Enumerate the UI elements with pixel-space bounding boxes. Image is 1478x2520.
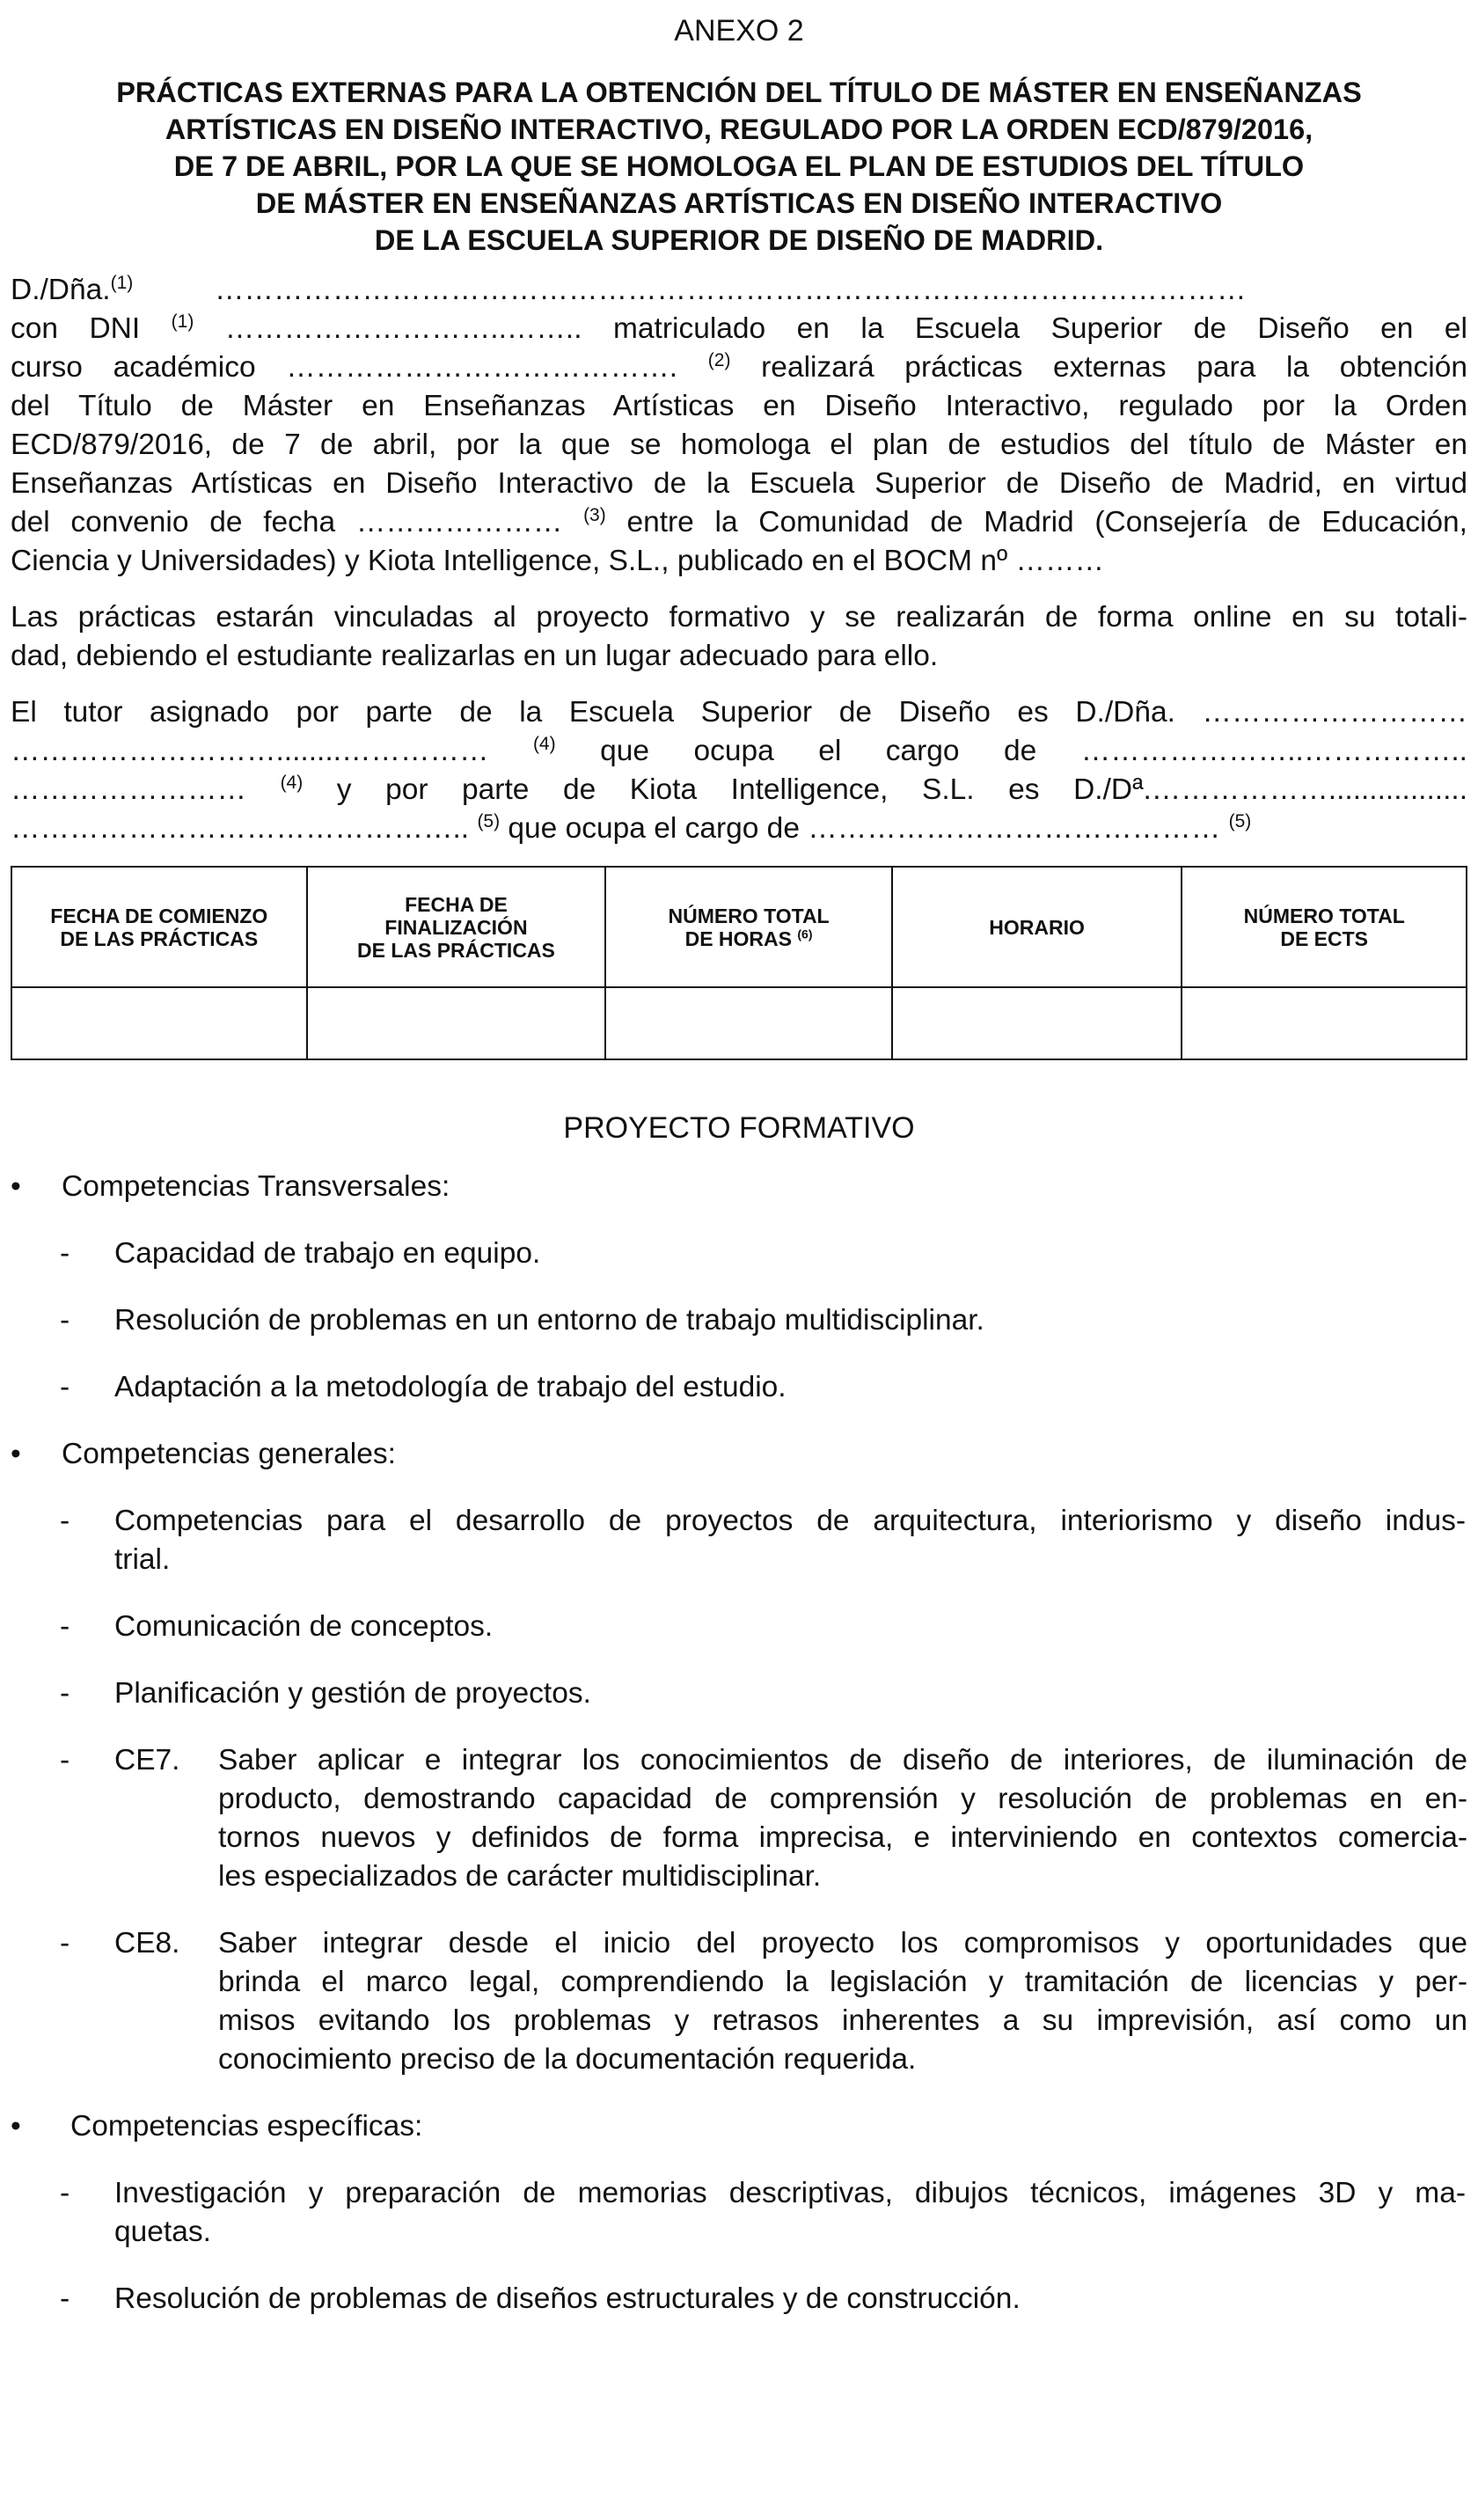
- competence-code: CE7.: [114, 1744, 180, 1776]
- list-item: - Resolución de problemas de diseños estructurales y de construcción.: [11, 2280, 1467, 2319]
- dash-icon: -: [60, 1677, 70, 1710]
- tutor-paragraph: [11, 693, 1467, 848]
- dash-icon: -: [60, 1371, 70, 1403]
- list-item: - Capacidad de trabajo en equipo.: [11, 1234, 1467, 1273]
- online-paragraph: [11, 598, 1467, 676]
- dash-icon: -: [60, 2177, 70, 2209]
- student-name-line: [11, 271, 1467, 310]
- table-header-row: [11, 867, 1467, 987]
- list-item: - CE7. Saber aplicar e integrar los conocimientos de diseño de interiores, de iluminación de producto, demostrando capacidad de comprensión y resolución de problemas en en- tornos nuevos y definidos de forma imprecisa, e interviniendo en contextos comercia- les especializados de carácter multidisciplinar.: [11, 1741, 1467, 1896]
- project-title: PROYECTO FORMATIVO: [563, 1111, 915, 1145]
- dash-icon: -: [60, 1610, 70, 1643]
- title-line: DE MÁSTER EN ENSEÑANZAS ARTÍSTICAS EN DISEÑO INTERACTIVO: [255, 187, 1223, 219]
- student-label: D./Dña.: [11, 274, 111, 306]
- competence-code: CE8.: [114, 1927, 180, 1960]
- student-paragraph: [11, 271, 1467, 581]
- footnote-ref: (3): [583, 504, 606, 525]
- bullet-icon: •: [11, 2110, 21, 2143]
- paragraph-line: con DNI $^{(1)}$ ………………………..…….. matriculado en la Escuela Superior de Diseño en el: [11, 311, 1467, 345]
- bullet-icon: •: [11, 1170, 21, 1203]
- footnote-ref: (1): [171, 311, 194, 332]
- footnote-ref: (5): [1228, 810, 1252, 831]
- footnote-ref: (5): [477, 810, 501, 831]
- title-line: PRÁCTICAS EXTERNAS PARA LA OBTENCIÓN DEL TÍTULO DE MÁSTER EN ENSEÑANZAS: [116, 77, 1362, 108]
- footnote-ref: (2): [707, 349, 731, 370]
- paragraph-line: ………………………........…………… $^{(4)}$ que ocupa el cargo de …………………..……………..: [11, 733, 1467, 767]
- footnote-ref: (1): [110, 272, 134, 293]
- document-title: [11, 74, 1467, 259]
- schedule-header: HORARIO: [892, 867, 1182, 987]
- paragraph-line: Las prácticas estarán vinculadas al proyecto formativo y se realizarán de forma online en su totali-: [11, 601, 1467, 634]
- dash-icon: -: [60, 1744, 70, 1776]
- dash-icon: -: [60, 2282, 70, 2315]
- paragraph-line: dad, debiendo el estudiante realizarlas en un lugar adecuado para ello.: [11, 640, 939, 672]
- list-item: - Resolución de problemas en un entorno de trabajo multidisciplinar.: [11, 1301, 1467, 1340]
- section-label: Competencias generales:: [62, 1438, 396, 1470]
- start-date-cell[interactable]: [11, 987, 307, 1059]
- list-item: - Comunicación de conceptos.: [11, 1608, 1467, 1646]
- title-line: ARTÍSTICAS EN DISEÑO INTERACTIVO, REGULADO POR LA ORDEN ECD/879/2016,: [165, 114, 1313, 145]
- total-ects-header: NÚMERO TOTAL DE ECTS: [1182, 867, 1467, 987]
- paragraph-line: ……………………………………….. $^{(5)}$ que ocupa el cargo de …………………………………… $^{(5)}$: [11, 810, 1252, 845]
- total-hours-cell[interactable]: [605, 987, 892, 1059]
- section-label: Competencias específicas:: [70, 2110, 423, 2143]
- bullet-icon: •: [11, 1438, 21, 1470]
- footnote-ref: (4): [280, 772, 304, 793]
- paragraph-line: ECD/879/2016, de 7 de abril, por la que se homologa el plan de estudios del título de Máster en: [11, 429, 1467, 461]
- dash-icon: -: [60, 1927, 70, 1960]
- paragraph-line: Enseñanzas Artísticas en Diseño Interactivo de la Escuela Superior de Diseño de Madrid, en virtud: [11, 467, 1467, 500]
- schedule-cell[interactable]: [892, 987, 1182, 1059]
- title-line: DE 7 DE ABRIL, POR LA QUE SE HOMOLOGA EL PLAN DE ESTUDIOS DEL TÍTULO: [173, 150, 1305, 182]
- list-item: - Competencias para el desarrollo de proyectos de arquitectura, interiorismo y diseño indus- trial.: [11, 1502, 1467, 1579]
- end-date-cell[interactable]: [307, 987, 606, 1059]
- dash-icon: -: [60, 1505, 70, 1537]
- paragraph-line: del Título de Máster en Enseñanzas Artísticas en Diseño Interactivo, regulado por la Orden: [11, 390, 1467, 422]
- end-date-header: FECHA DE FINALIZACIÓN DE LAS PRÁCTICAS: [307, 867, 606, 987]
- footnote-ref: (4): [532, 733, 556, 754]
- section-label: Competencias Transversales:: [62, 1170, 450, 1203]
- table-row: [11, 987, 1467, 1059]
- list-item: [11, 1435, 1467, 1474]
- paragraph-line: El tutor asignado por parte de la Escuela Superior de Diseño es D./Dña. ………………………: [11, 696, 1467, 729]
- list-item: [11, 1168, 1467, 1206]
- list-item: [11, 2107, 1467, 2146]
- list-item: - Planificación y gestión de proyectos.: [11, 1674, 1467, 1713]
- total-hours-header: NÚMERO TOTAL DE HORAS $^{(6)}$: [605, 867, 892, 987]
- internship-table: [11, 866, 1467, 1060]
- paragraph-line: del convenio de fecha ………………… $^{(3)}$ entre la Comunidad de Madrid (Consejería de Educación,: [11, 504, 1467, 538]
- paragraph-line: …………………… $^{(4)}$ y por parte de Kiota Intelligence, S.L. es D./Dª.……………….................: [11, 772, 1467, 806]
- title-line: DE LA ESCUELA SUPERIOR DE DISEÑO DE MADRID.: [374, 224, 1104, 256]
- total-ects-cell[interactable]: [1182, 987, 1467, 1059]
- dash-icon: -: [60, 1304, 70, 1337]
- footnote-ref: (6): [797, 926, 813, 941]
- start-date-header: FECHA DE COMIENZO DE LAS PRÁCTICAS: [11, 867, 307, 987]
- annex-heading: ANEXO 2: [674, 14, 804, 48]
- list-item: - CE8. Saber integrar desde el inicio del proyecto los compromisos y oportunidades que brinda el marco legal, comprendiendo la legislación y tramitación de licencias y per- misos evitando los problemas y retrasos inherentes a su imprevisión, así como un conocimiento preciso de la documentación requerida.: [11, 1924, 1467, 2079]
- dash-icon: -: [60, 1237, 70, 1270]
- document-page: [11, 12, 1467, 2319]
- paragraph-line: curso académico …………………………………. $^{(2)}$ realizará prácticas externas para la obtención: [11, 349, 1468, 384]
- list-item: - Investigación y preparación de memorias descriptivas, dibujos técnicos, imágenes 3D y ma- quetas.: [11, 2174, 1467, 2252]
- student-name-blank: ……………………………………………………………………………………………: [215, 274, 1247, 306]
- list-item: - Adaptación a la metodología de trabajo del estudio.: [11, 1368, 1467, 1407]
- paragraph-line: Ciencia y Universidades) y Kiota Intelligence, S.L., publicado en el BOCM nº ………: [11, 545, 1105, 577]
